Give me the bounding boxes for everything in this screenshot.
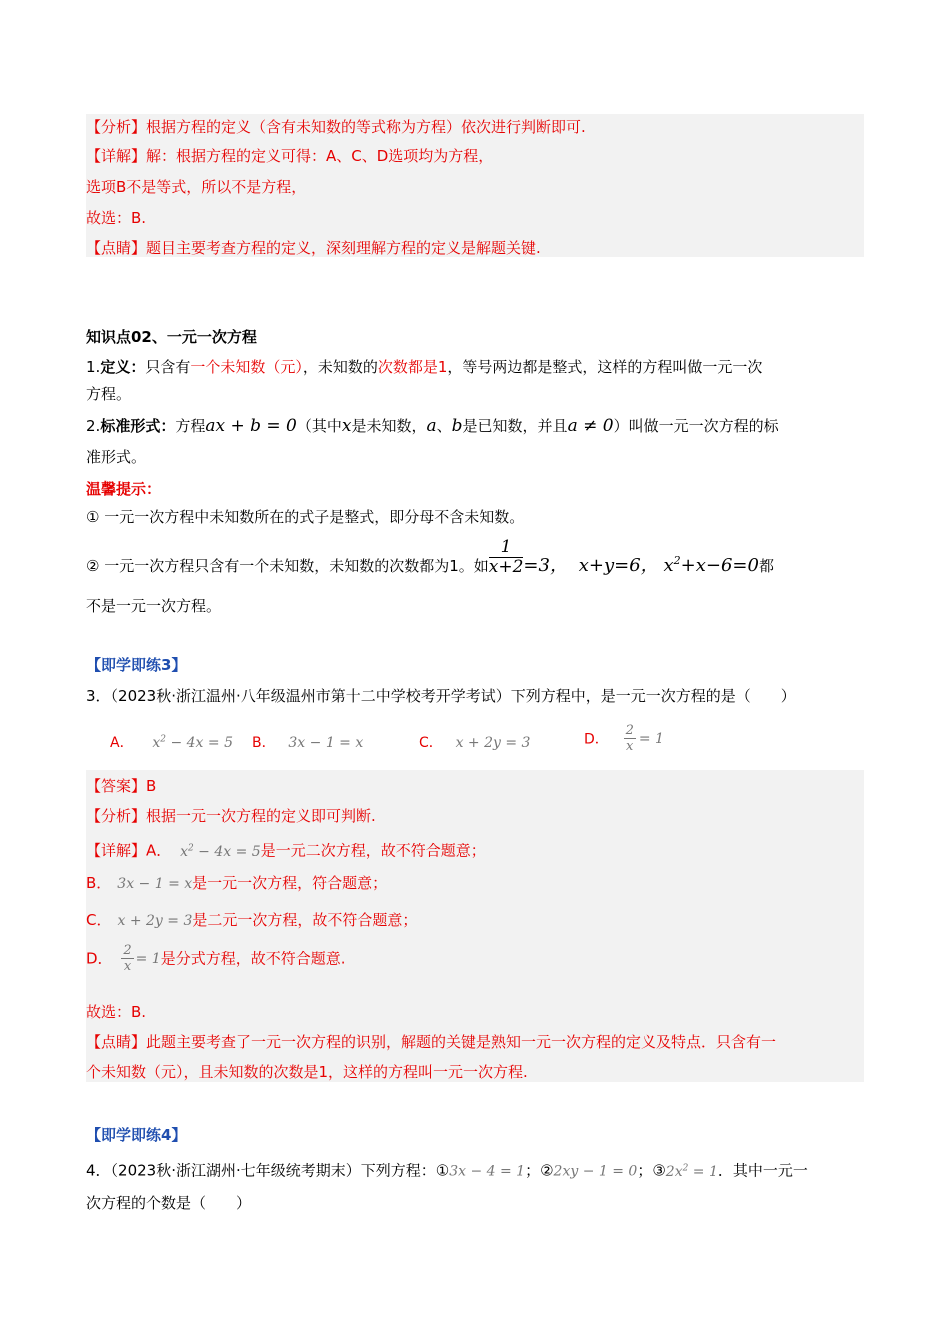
option-a-label: A． — [110, 735, 134, 751]
standard-condition: a ≠ 0 — [567, 416, 614, 436]
standard-var-a: a — [426, 416, 437, 436]
ex3-detail-b-expr: 3x − 1 = x — [117, 876, 193, 892]
option-d-numerator: 2 — [625, 723, 634, 738]
standard-var-x: x — [341, 416, 352, 436]
ex3-detail-d — [86, 944, 346, 984]
detail-tag: 【详解】 — [86, 147, 147, 165]
tip-2-end: 都 — [758, 557, 774, 575]
analysis-tag: 【分析】 — [86, 118, 147, 136]
ex3-choice: 故选：B. — [86, 1003, 147, 1021]
ex3-detail-b-label: B． — [86, 874, 112, 892]
standard-form-line — [86, 415, 779, 437]
ex3-detail-d-fraction — [121, 944, 133, 973]
definition-text-a: 只含有 — [145, 358, 191, 376]
section-title: 知识点02、一元一次方程 — [86, 328, 257, 346]
ex3-detail-c-text: 是二元一次方程，故不符合题意； — [192, 911, 418, 929]
tip-2-fraction — [489, 539, 524, 576]
definition-number: 1. — [86, 358, 101, 376]
option-b-label: B． — [252, 735, 276, 751]
option-c[interactable] — [419, 732, 530, 752]
detail-text: 解：根据方程的定义可得：A、C、D选项均为方程， — [146, 147, 494, 165]
tip-2-eq3-rest: +x−6=0 — [680, 555, 759, 576]
exercise-4-heading: 【即学即练4】 — [86, 1126, 187, 1144]
ex3-detail-d-rhs: = 1 — [135, 950, 161, 967]
standard-equation: ax + b = 0 — [205, 416, 297, 436]
answer-value: B — [146, 777, 157, 795]
standard-text-e: ）叫做一元一次方程的标 — [613, 417, 779, 435]
ex3-detail-a-expr — [180, 844, 261, 860]
detail-line — [86, 145, 493, 167]
option-a-base: x — [152, 735, 161, 751]
comment-line — [86, 237, 541, 259]
option-d-rhs: = 1 — [638, 730, 664, 747]
tip-2-eq3 — [663, 555, 758, 576]
tip-2-fraction-denominator: x+2 — [488, 557, 524, 577]
ex3-comment-line-2: 个未知数（元），且未知数的次数是1，这样的方程叫一元一次方程. — [86, 1063, 528, 1081]
exercise-3-solution — [86, 770, 864, 1082]
ex3-detail-a-label: A． — [146, 841, 172, 860]
tip-title: 温馨提示： — [86, 480, 162, 498]
definition-line — [86, 356, 762, 378]
ex4-eq3-exponent: 2 — [682, 1163, 689, 1173]
definition-line-2: 方程。 — [86, 385, 132, 403]
ex4-stem-d: ．其中一元一 — [717, 1161, 808, 1180]
answer-tag: 【答案】 — [86, 777, 147, 795]
knowledge-point-section — [86, 324, 864, 624]
ex4-eq2: 2xy − 1 = 0 — [553, 1163, 638, 1180]
analysis-line — [86, 116, 586, 138]
option-d-label: D． — [584, 731, 609, 748]
tip-2 — [86, 537, 774, 577]
exercise-3-heading: 【即学即练3】 — [86, 656, 187, 674]
option-b-expression: 3x − 1 = x — [288, 735, 364, 751]
option-d-denominator: x — [626, 739, 634, 754]
solution-block-1 — [86, 114, 864, 257]
ex3-detail-b-text: 是一元一次方程，符合题意； — [192, 874, 388, 892]
choice-line: 故选：B. — [86, 209, 147, 227]
exercise-4-stem-line-2: 次方程的个数是（ ） — [86, 1194, 252, 1212]
ex3-detail-b — [86, 872, 387, 895]
definition-label: 定义： — [100, 358, 146, 376]
standard-number: 2. — [86, 417, 101, 435]
ex3-analysis-line — [86, 805, 376, 827]
standard-text-d: 是已知数，并且 — [462, 417, 568, 435]
tip-2-text: ② 一元一次方程只含有一个未知数，未知数的次数都为1。如 — [86, 557, 489, 575]
ex3-detail-d-text: 是分式方程，故不符合题意. — [160, 949, 346, 968]
exercise-4-stem — [86, 1157, 808, 1183]
standard-separator: 、 — [436, 417, 452, 435]
ex3-comment-text: 此题主要考查了一元一次方程的识别，解题的关键是熟知一元一次方程的定义及特点．只含有一 — [146, 1033, 777, 1051]
ex3-detail-c-expr: x + 2y = 3 — [117, 913, 193, 929]
ex4-stem-a: 4．（2023秋·浙江湖州·七年级统考期末）下列方程：① — [86, 1161, 450, 1180]
ex3-detail-a-exponent: 2 — [187, 843, 194, 853]
comment-tag: 【点睛】 — [86, 239, 147, 257]
ex3-detail-d-denominator: x — [123, 959, 132, 974]
tip-2-eq3-exponent: 2 — [673, 554, 681, 567]
ex4-eq3-rest: = 1 — [688, 1163, 718, 1180]
definition-text-c: ，未知数的 — [302, 358, 378, 376]
comment-text: 题目主要考查方程的定义，深刻理解方程的定义是解题关键. — [146, 239, 541, 257]
ex3-detail-tag: 【详解】 — [86, 841, 147, 860]
option-d[interactable] — [584, 724, 664, 753]
tip-2-line-2: 不是一元一次方程。 — [86, 597, 222, 615]
standard-text-c: 是未知数， — [351, 417, 427, 435]
ex4-eq3-base: 2x — [665, 1163, 683, 1180]
ex3-detail-a-text: 是一元二次方程，故不符合题意； — [260, 841, 486, 860]
tip-2-fraction-numerator: 1 — [489, 539, 524, 558]
detail-line-2: 选项B不是等式，所以不是方程， — [86, 178, 307, 196]
ex4-stem-c: ；③ — [637, 1161, 666, 1180]
ex3-comment-tag: 【点睛】 — [86, 1033, 147, 1051]
ex3-detail-d-label: D． — [86, 949, 113, 968]
ex4-stem-b: ；② — [525, 1161, 554, 1180]
option-c-label: C． — [419, 735, 443, 751]
ex3-detail-c-label: C． — [86, 911, 112, 929]
option-d-fraction — [624, 724, 636, 753]
analysis-text: 根据方程的定义（含有未知数的等式称为方程）依次进行判断即可. — [146, 118, 586, 136]
ex3-detail-c — [86, 909, 417, 932]
option-b[interactable] — [252, 732, 363, 752]
exercise-4 — [86, 1124, 864, 1220]
standard-label: 标准形式： — [100, 417, 176, 435]
answer-line — [86, 775, 156, 797]
option-a-exponent: 2 — [160, 734, 166, 745]
ex4-eq1: 3x − 4 = 1 — [449, 1163, 526, 1180]
ex3-detail-a — [86, 837, 486, 863]
tip-2-eq1-rhs: =3， — [523, 555, 568, 576]
standard-var-b: b — [451, 416, 463, 436]
tip-2-eq3-base: x — [663, 555, 674, 576]
option-a-rest: − 4x = 5 — [166, 735, 233, 751]
standard-text-a: 方程 — [175, 417, 206, 435]
standard-text-b: （其中 — [296, 417, 342, 435]
ex3-comment-line — [86, 1031, 776, 1053]
ex3-detail-d-numerator: 2 — [123, 943, 132, 958]
option-a-expression — [152, 735, 233, 751]
ex3-detail-a-rest: − 4x = 5 — [193, 843, 261, 860]
ex3-detail-a-base: x — [180, 843, 188, 860]
definition-text-e: ，等号两边都是整式，这样的方程叫做一元一次 — [447, 358, 763, 376]
ex3-analysis-tag: 【分析】 — [86, 807, 147, 825]
exercise-3 — [86, 652, 864, 762]
definition-highlight-degree: 次数都是1 — [377, 358, 448, 376]
tip-1: ① 一元一次方程中未知数所在的式子是整式，即分母不含未知数。 — [86, 508, 525, 526]
option-c-expression: x + 2y = 3 — [455, 735, 531, 751]
tip-2-eq2: x+y=6， — [578, 555, 659, 576]
definition-highlight-unknown: 一个未知数（元） — [190, 358, 303, 376]
standard-form-line-2: 准形式。 — [86, 448, 147, 466]
option-a[interactable] — [110, 732, 233, 752]
exercise-3-stem: 3．（2023秋·浙江温州·八年级温州市第十二中学校考开学考试）下列方程中，是一元一次方程的是（ ） — [86, 687, 796, 705]
ex4-eq3 — [666, 1164, 718, 1180]
ex3-analysis-text: 根据一元一次方程的定义即可判断. — [146, 807, 376, 825]
